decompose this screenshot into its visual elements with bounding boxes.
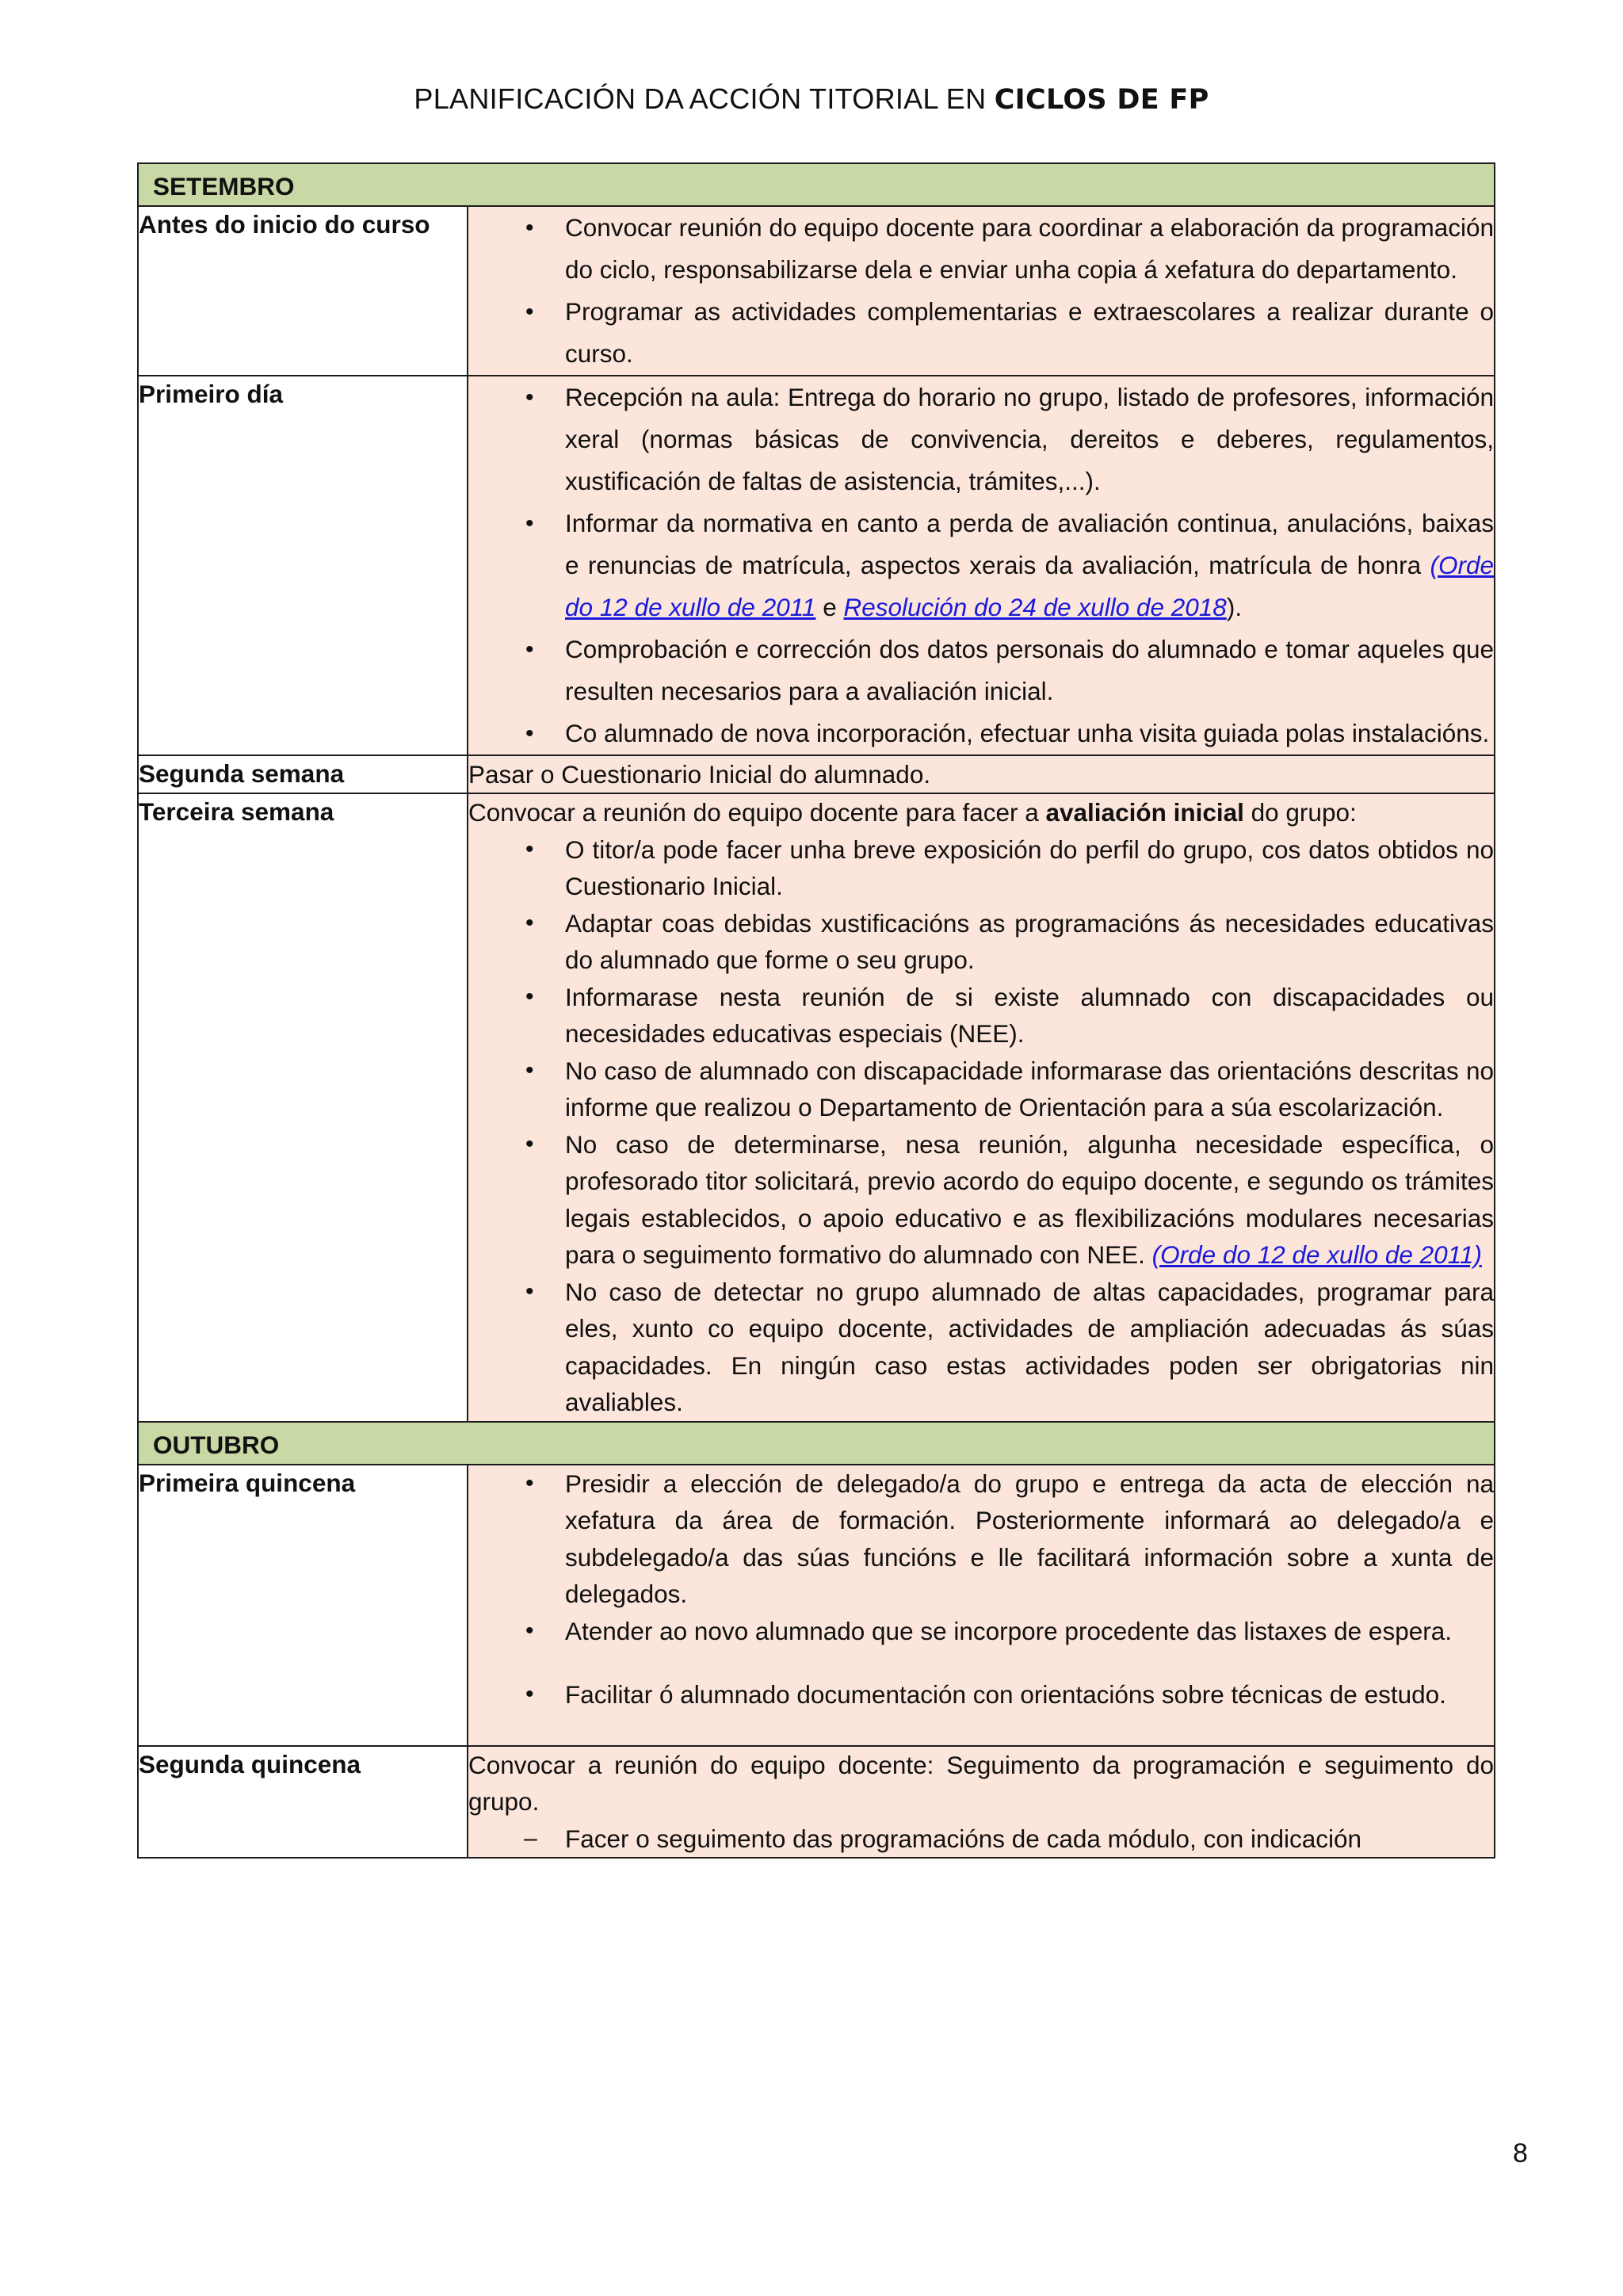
period-label: Segunda semana: [138, 755, 468, 793]
resolucion-2018-link[interactable]: Resolución do 24 de xullo de 2018: [843, 593, 1227, 621]
period-label: Primeira quincena: [138, 1465, 468, 1746]
tutorial-plan-table: [137, 162, 1495, 1859]
bullet-list: [468, 831, 1494, 1421]
list-item-text: Informar da normativa en canto a perda de avaliación continua, anulacións, baixas e renuncias de matrícula, aspectos xerais da avaliación, matrícula de honra: [565, 509, 1495, 579]
list-item: [468, 1126, 1494, 1274]
page-title-brand: CICLOS DE FP: [994, 84, 1209, 116]
list-item: • No caso de detectar no grupo alumnado de altas capacidades, programar para eles, xunto co equipo docente, actividades de ampliación adecuadas ás súas capacidades. En ningún caso estas actividades poden ser obrigatorias nin avaliables.: [468, 1274, 1494, 1421]
period-label: Antes do inicio do curso: [138, 206, 468, 376]
page-number: 8: [1513, 2138, 1528, 2168]
list-item: • Recepción na aula: Entrega do horario no grupo, listado de profesores, información xeral (normas básicas de convivencia, dereitos e deberes, regulamentos, xustificación de faltas de asistencia, trámites,...).: [468, 376, 1494, 502]
list-item-text: No caso de determinarse, nesa reunión, algunha necesidade específica, o profesorado titor solicitará, previo acordo do equipo docente, e segundo os trámites legais establecidos, o apoio educativo e as flexibilizacións modulares necesarias para o seguimento formativo do alumnado con NEE.: [565, 1129, 1495, 1269]
list-item: • O titor/a pode facer unha breve exposición do perfil do grupo, cos datos obtidos no Cuestionario Inicial.: [468, 831, 1494, 905]
period-label: Segunda quincena: [138, 1746, 468, 1859]
bullet-list: [468, 207, 1494, 375]
period-content: [468, 1465, 1495, 1746]
dash-list: [468, 1820, 1494, 1858]
table-row: [138, 793, 1495, 1422]
list-item: • Co alumnado de nova incorporación, efectuar unha visita guiada polas instalacións.: [468, 712, 1494, 755]
period-intro: [468, 794, 1494, 831]
period-label: Primeiro día: [138, 376, 468, 755]
list-item-end: ).: [1226, 593, 1243, 621]
list-item: • Atender ao novo alumnado que se incorpore procedente das listaxes de espera.: [468, 1613, 1494, 1650]
period-content: Pasar o Cuestionario Inicial do alumnado.: [468, 755, 1495, 793]
period-content: [468, 206, 1495, 376]
month-row-setembro: [138, 163, 1495, 206]
period-content: [468, 1746, 1495, 1859]
page-title-main: PLANIFICACIÓN DA ACCIÓN TITORIAL EN: [414, 82, 995, 115]
month-label: SETEMBRO: [138, 163, 1495, 206]
table-row: [138, 1465, 1495, 1746]
list-item: • Convocar reunión do equipo docente para coordinar a elaboración da programación do ciclo, responsabilizarse dela e enviar unha copia á xefatura do departamento.: [468, 207, 1494, 291]
list-item: • No caso de alumnado con discapacidade informarase das orientacións descritas no informe que realizou o Departamento de Orientación para a súa escolarización.: [468, 1052, 1494, 1126]
list-item: [468, 502, 1494, 628]
bullet-list: [468, 1465, 1494, 1713]
orde-2011-link[interactable]: (Orde do 12 de xullo de 2011: [565, 551, 1495, 621]
table-row: [138, 206, 1495, 376]
intro-text: Convocar a reunión do equipo docente para facer a: [468, 798, 1046, 827]
period-content: [468, 793, 1495, 1422]
month-row-outubro: [138, 1422, 1495, 1465]
table-row: [138, 1746, 1495, 1859]
bullet-list: [468, 376, 1494, 755]
orde-2011-link[interactable]: (Orde do 12 de xullo de 2011): [1151, 1240, 1482, 1269]
list-item: • Comprobación e corrección dos datos personais do alumnado e tomar aqueles que resulten necesarios para a avaliación inicial.: [468, 628, 1494, 712]
month-label: OUTUBRO: [138, 1422, 1495, 1465]
list-item: • Informarase nesta reunión de si existe alumnado con discapacidades ou necesidades educativas especiais (NEE).: [468, 979, 1494, 1052]
conjunction-text: e: [815, 593, 844, 621]
list-item: • Facilitar ó alumnado documentación con orientacións sobre técnicas de estudo.: [468, 1676, 1494, 1713]
table-row: [138, 376, 1495, 755]
intro-bold: avaliación inicial: [1045, 798, 1244, 827]
table-row: [138, 755, 1495, 793]
list-item: • Presidir a elección de delegado/a do grupo e entrega da acta de elección na xefatura da área de formación. Posteriormente informará ao delegado/a e subdelegado/a das súas funcións e lle facilitará información sobre a xunta de delegados.: [468, 1465, 1494, 1613]
period-content: [468, 376, 1495, 755]
period-intro: Convocar a reunión do equipo docente: Seguimento da programación e seguimento do grupo.: [468, 1750, 1495, 1816]
intro-end: do grupo:: [1243, 798, 1357, 827]
page-title: [0, 82, 1623, 116]
list-item: • Programar as actividades complementarias e extraescolares a realizar durante o curso.: [468, 291, 1494, 375]
list-item: • Adaptar coas debidas xustificacións as programacións ás necesidades educativas do alumnado que forme o seu grupo.: [468, 905, 1494, 979]
period-label: Terceira semana: [138, 793, 468, 1422]
list-item: – Facer o seguimento das programacións de cada módulo, con indicación: [468, 1820, 1494, 1858]
